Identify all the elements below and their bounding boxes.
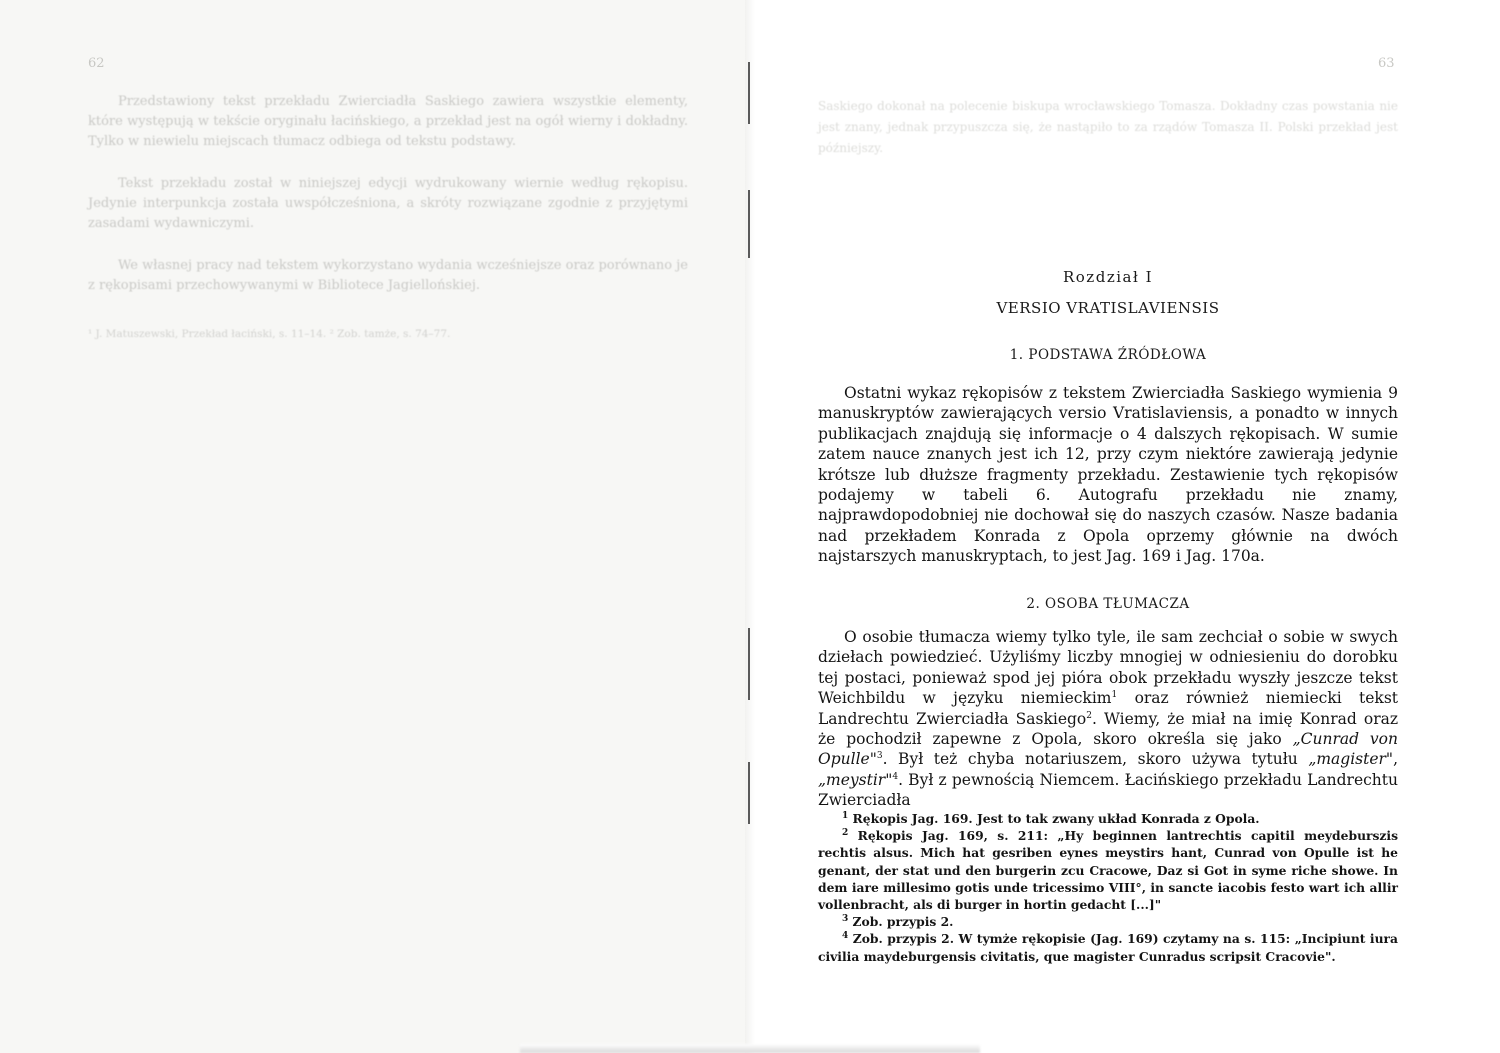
text-run: . Był też chyba notariuszem, skoro używa tytułu: [882, 750, 1309, 769]
paragraph-translator: [818, 627, 1398, 811]
footnote-ref[interactable]: 2: [1086, 710, 1093, 721]
left-page: [0, 0, 745, 1053]
footnote-ref[interactable]: 4: [892, 771, 899, 782]
footnote-3: [818, 913, 1398, 930]
chapter-title: VERSIO VRATISLAVIENSIS: [996, 299, 1220, 317]
text-run: . Wiemy, że miał na imię Konrad oraz że pochodził zapewne z Opola, skoro określa się jako: [818, 709, 1399, 749]
footnote-number: 4: [842, 931, 849, 942]
quoted-title: „meystir": [818, 770, 893, 789]
paragraph-sources: [818, 383, 1398, 567]
text-run: . Był z pewnością Niemcem. Łacińskiego przekładu Landrechtu Zwierciadła: [818, 770, 1398, 810]
footnotes: [818, 810, 1398, 965]
ghost-paragraph: We własnej pracy nad tekstem wykorzystano wydania wcześniejsze oraz porównano je z rękopisami przechowywanymi w Bibliotece Jagiellońskiej.: [88, 258, 688, 293]
quoted-title: „magister": [1308, 750, 1394, 769]
ghost-paragraph: Przedstawiony tekst przekładu Zwierciadła Saskiego zawiera wszystkie elementy, które występują w tekście oryginału łacińskiego, a przekład jest na ogół wierny i dokładny. Tylko w niewielu miejscach tłumacz odbiega od tekstu podstawy.: [88, 94, 688, 149]
book-binding: [745, 0, 755, 1053]
footnote-number: 1: [842, 810, 849, 821]
chapter-heading: Rozdział I: [1062, 268, 1154, 286]
section-heading-2: 2. OSOBA TŁUMACZA: [1026, 596, 1190, 612]
paragraph-sources-text: Ostatni wykaz rękopisów z tekstem Zwierciadła Saskiego wymienia 9 manuskryptów zawierających versio Vratislaviensis, a ponadto w innych publikacjach znajdują się informacje o 4 dalszych rękopisach. W sumie zatem nauce znanych jest ich 12, przy czym niektóre zawierają jedynie krótsze lub dłuższe fragmenty przekładu. Zestawienie tych rękopisów podajemy w tabeli 6. Autografu przekładu nie znamy, najprawdopodobniej nie dochował się do naszych czasów. Nasze badania nad przekładem Konrada z Opola oprzemy głównie na dwóch najstarszych manuskryptach, to jest Jag. 169 i Jag. 170a.: [818, 384, 1398, 566]
right-page-number: 63: [1378, 56, 1395, 71]
binding-mark: [748, 62, 750, 124]
quoted-name: „Cunrad von Opulle": [818, 730, 1398, 769]
footnote-number: 2: [842, 828, 849, 839]
footnote-4: [818, 930, 1398, 964]
footnote-text: Rękopis Jag. 169. Jest to tak zwany układ Konrada z Opola.: [848, 811, 1260, 826]
page-edge-shadow: [520, 1044, 980, 1053]
binding-mark: [748, 628, 750, 700]
section-heading-1: 1. PODSTAWA ŹRÓDŁOWA: [1009, 347, 1207, 363]
ghost-footnote: ¹ J. Matuszewski, Przekład łaciński, s. 11–14. ² Zob. tamże, s. 74–77.: [88, 328, 451, 340]
footnote-1: [818, 810, 1398, 827]
text-run: ,: [1393, 750, 1398, 769]
left-page-bleedthrough-text: [88, 92, 688, 342]
footnote-number: 3: [842, 914, 849, 925]
right-page-bleedthrough-text: Saskiego dokonał na polecenie biskupa wrocławskiego Tomasza. Dokładny czas powstania nie jest znany, jednak przypuszcza się, że nastąpiło to za rządów Tomasza II. Polski przekład jest późniejszy.: [818, 99, 1398, 155]
footnote-text: Zob. przypis 2.: [848, 914, 954, 930]
footnote-text: Zob. przypis 2. W tymże rękopisie (Jag. 169) czytamy na s. 115: „Incipiunt iura civilia maydeburgensis civitatis, que magister Cunradus scripsit Cracovie".: [818, 931, 1398, 964]
text-run: oraz również niemiecki tekst Landrechtu Zwierciadła Saskiego: [818, 689, 1399, 728]
ghost-paragraph: Tekst przekładu został w niniejszej edycji wydrukowany wiernie według rękopisu. Jedynie interpunkcja została uwspółcześniona, a skróty rozwiązane zgodnie z przyjętymi zasadami wydawniczymi.: [88, 176, 688, 231]
left-page-number: 62: [88, 56, 105, 71]
footnote-ref[interactable]: 3: [876, 751, 883, 762]
footnote-ref[interactable]: 1: [1111, 690, 1118, 701]
binding-mark: [748, 762, 750, 824]
footnote-2: [818, 827, 1398, 913]
footnote-text: Rękopis Jag. 169, s. 211: „Hy beginnen lantrechtis capitil meydeburszis rechtis alsus. Mich hat gesriben eynes meystirs hant, Cunrad von Opulle ist he genant, der stat und den burgerin zcu Cracowe, Daz si Got in syme riche showe. In dem iare millesimo gotis unde tricessimo VIII°, in sancte iacobis festo wart ich allir vollenbracht, als di burger in hortin gedacht [...]": [818, 828, 1398, 913]
binding-mark: [748, 190, 750, 258]
text-run: O osobie tłumacza wiemy tylko tyle, ile sam zechciał o sobie w swych dziełach powiedzieć. Użyliśmy liczby mnogiej w odniesieniu do dorobku tej postaci, ponieważ spod jej pióra obok przekładu wyszły jeszcze tekst Weichbildu w języku niemieckim: [818, 628, 1398, 708]
